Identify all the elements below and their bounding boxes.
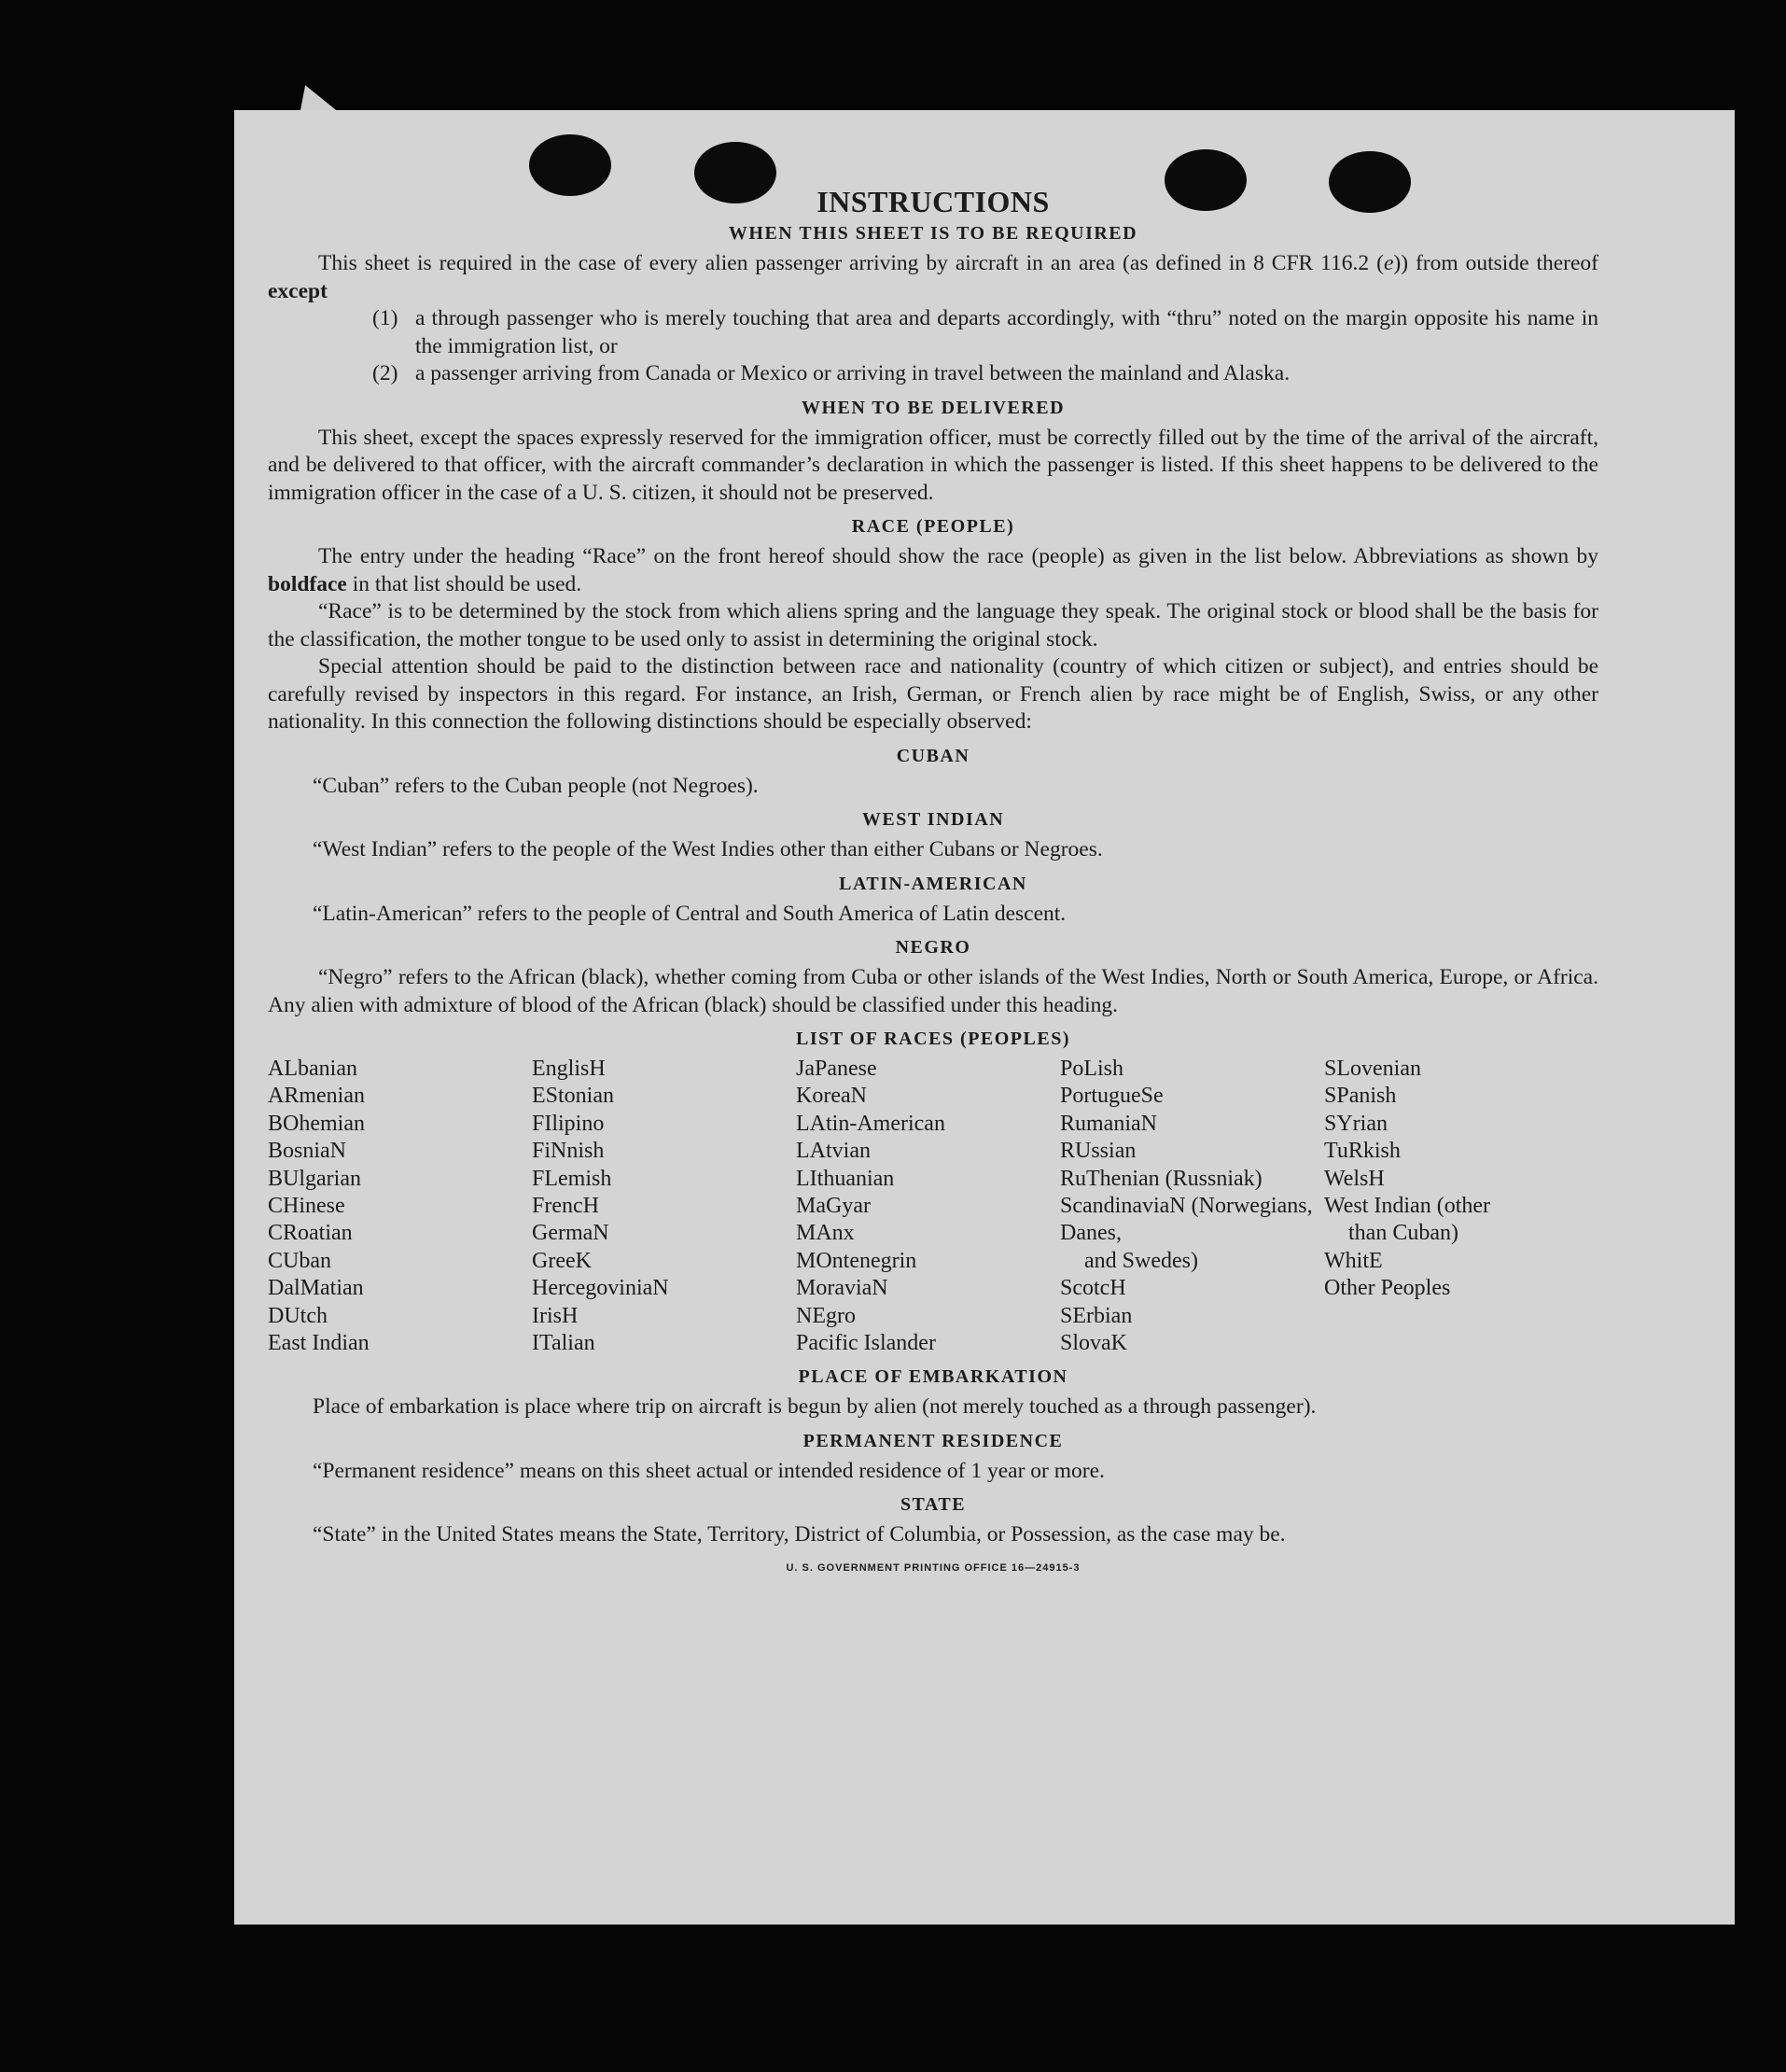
exception-item-1 <box>372 305 1598 360</box>
required-text-bold: except <box>268 278 328 303</box>
document-sheet <box>234 110 1735 1925</box>
section-heading-embarkation: PLACE OF EMBARKATION <box>798 1366 1068 1388</box>
section-heading-residence: PERMANENT RESIDENCE <box>802 1430 1064 1451</box>
required-text-italic: e <box>1383 251 1394 275</box>
races-column-3 <box>796 1056 1060 1357</box>
race-entry: WelsH <box>1324 1166 1385 1191</box>
exception-text-1: a through passenger who is merely touching that area and departs accordingly, with “thru” noted on the margin opposite his name in the immigration list, or <box>415 306 1598 358</box>
exception-item-2 <box>372 360 1598 388</box>
race-entry: FiNnish <box>532 1139 605 1164</box>
race-entry: ALbanian <box>268 1057 357 1081</box>
race-text-2: in that list should be used. <box>346 571 582 596</box>
race-entry: CHinese <box>268 1194 345 1219</box>
required-text-1: This sheet is required in the case of every alien passenger arriving by aircraft in an area (as defined in 8 CFR 116.2 ( <box>318 251 1384 275</box>
race-paragraph-3: Special attention should be paid to the distinction between race and nationality (country of which citizen or subject), and entries should be carefully revised by inspectors in this regard. For instance, an Irish, German, or French alien by race might be of English, Swiss, or any other nationality. In this connection the following distinctions should be especially observed: <box>268 654 1598 734</box>
races-column-2 <box>532 1056 796 1357</box>
race-entry: LAtvian <box>796 1139 871 1164</box>
race-entry: TuRkish <box>1324 1139 1401 1164</box>
race-entry: RUssian <box>1060 1139 1137 1164</box>
race-entry: KoreaN <box>796 1084 867 1109</box>
race-entry: HercegoviniaN <box>532 1276 669 1301</box>
required-text-2: )) from outside thereof <box>1393 251 1598 275</box>
race-entry: LAtin-American <box>796 1111 945 1136</box>
races-list <box>268 1056 1598 1357</box>
cuban-paragraph: “Cuban” refers to the Cuban people (not Negroes). <box>313 773 759 798</box>
race-entry: MOntenegrin <box>796 1248 917 1273</box>
race-entry: SPanish <box>1324 1084 1397 1109</box>
negro-paragraph: “Negro” refers to the African (black), whether coming from Cuba or other islands of the West Indies, North or South America, Europe, or Africa. Any alien with admixture of blood of the African (black) should be classified under this heading. <box>268 965 1598 1017</box>
race-paragraph-1 <box>268 543 1598 598</box>
race-entry: EStonian <box>532 1084 614 1109</box>
races-column-5 <box>1324 1056 1588 1357</box>
race-entry: RuThenian (Russniak) <box>1060 1166 1263 1191</box>
race-entry: IrisH <box>532 1303 579 1328</box>
delivered-paragraph: This sheet, except the spaces expressly reserved for the immigration officer, must be correctly filled out by the time of the arrival of the aircraft, and be delivered to that officer, with the aircraft commander’s declaration in which the passenger is listed. If this sheet happens to be delivered to the immigration officer in the case of a U. S. citizen, it should not be preserved. <box>268 425 1598 505</box>
race-entry-continued: than Cuban) <box>1348 1221 1458 1246</box>
race-entry: FLemish <box>532 1166 612 1191</box>
race-entry: FrencH <box>532 1194 599 1219</box>
race-entry: BOhemian <box>268 1111 365 1136</box>
race-entry: MaGyar <box>796 1194 871 1219</box>
residence-paragraph: “Permanent residence” means on this sheet actual or intended residence of 1 year or more. <box>313 1458 1105 1483</box>
race-entry: SErbian <box>1060 1303 1133 1328</box>
section-heading-west-indian: WEST INDIAN <box>861 809 1005 830</box>
race-entry: GermaN <box>532 1221 609 1246</box>
race-entry: BUlgarian <box>268 1166 361 1191</box>
embarkation-paragraph: Place of embarkation is place where trip on aircraft is begun by alien (not merely touched as a through passenger). <box>313 1394 1317 1420</box>
races-column-4 <box>1060 1056 1324 1357</box>
race-entry-continued: and Swedes) <box>1084 1248 1198 1273</box>
race-entry: ScandinaviaN (Norwegians, Danes, <box>1060 1194 1313 1246</box>
race-entry: ITalian <box>532 1331 595 1356</box>
exception-number-1: (1) <box>372 306 398 330</box>
section-heading-delivered: WHEN TO BE DELIVERED <box>801 397 1066 418</box>
state-paragraph: “State” in the United States means the State, Territory, District of Columbia, or Possession, as the case may be. <box>313 1522 1286 1547</box>
west-indian-paragraph: “West Indian” refers to the people of the West Indies other than either Cubans or Negroes. <box>313 837 1103 861</box>
required-paragraph <box>268 250 1598 305</box>
race-entry: LIthuanian <box>796 1166 895 1191</box>
race-text-bold: boldface <box>268 571 347 596</box>
race-entry: West Indian (other <box>1324 1194 1491 1219</box>
section-heading-cuban: CUBAN <box>896 745 970 766</box>
race-entry: MAnx <box>796 1221 855 1246</box>
page-title: INSTRUCTIONS <box>816 185 1050 218</box>
race-entry: CUban <box>268 1248 331 1273</box>
race-entry: Other Peoples <box>1324 1276 1451 1301</box>
races-column-1 <box>268 1056 532 1357</box>
section-heading-race: RACE (PEOPLE) <box>851 516 1015 537</box>
race-text-1: The entry under the heading “Race” on the front hereof should show the race (people) as given in the list below. Abbreviations as shown by <box>318 544 1598 568</box>
race-entry: DalMatian <box>268 1276 364 1301</box>
race-paragraph-2: “Race” is to be determined by the stock from which aliens spring and the language they speak. The original stock or blood shall be the basis for the classification, the mother tongue to be used only to assist in determining the original stock. <box>268 599 1598 651</box>
section-heading-latin-american: LATIN-AMERICAN <box>839 873 1027 894</box>
exception-text-2: a passenger arriving from Canada or Mexico or arriving in travel between the mainland and Alaska. <box>415 361 1291 385</box>
latin-american-paragraph: “Latin-American” refers to the people of Central and South America of Latin descent. <box>313 901 1067 926</box>
race-entry: BosniaN <box>268 1139 346 1164</box>
race-entry: CRoatian <box>268 1221 353 1246</box>
race-entry: SYrian <box>1324 1111 1388 1136</box>
printer-imprint: U. S. GOVERNMENT PRINTING OFFICE 16—24915-3 <box>786 1561 1081 1574</box>
race-entry: PoLish <box>1060 1057 1124 1081</box>
race-entry: GreeK <box>532 1248 592 1273</box>
race-entry: NEgro <box>796 1303 856 1328</box>
race-entry: ARmenian <box>268 1084 365 1109</box>
instructions-content <box>268 185 1598 1574</box>
race-entry: DUtch <box>268 1303 328 1328</box>
race-entry: Pacific Islander <box>796 1331 936 1356</box>
race-entry: WhitE <box>1324 1248 1383 1273</box>
race-entry: PortugueSe <box>1060 1084 1164 1109</box>
race-entry: MoraviaN <box>796 1276 888 1301</box>
race-entry: EnglisH <box>532 1057 606 1081</box>
section-heading-negro: NEGRO <box>895 937 971 958</box>
race-entry: East Indian <box>268 1331 370 1356</box>
race-entry: ScotcH <box>1060 1276 1126 1301</box>
race-entry: RumaniaN <box>1060 1111 1157 1136</box>
race-entry: JaPanese <box>796 1057 877 1081</box>
race-entry: SlovaK <box>1060 1331 1127 1356</box>
section-heading-state: STATE <box>900 1494 967 1516</box>
exception-number-2: (2) <box>372 361 398 385</box>
race-entry: FIlipino <box>532 1111 605 1136</box>
section-heading-list-of-races: LIST OF RACES (PEOPLES) <box>795 1029 1070 1049</box>
race-entry: SLovenian <box>1324 1057 1421 1081</box>
section-heading-required: WHEN THIS SHEET IS TO BE REQUIRED <box>728 223 1138 244</box>
